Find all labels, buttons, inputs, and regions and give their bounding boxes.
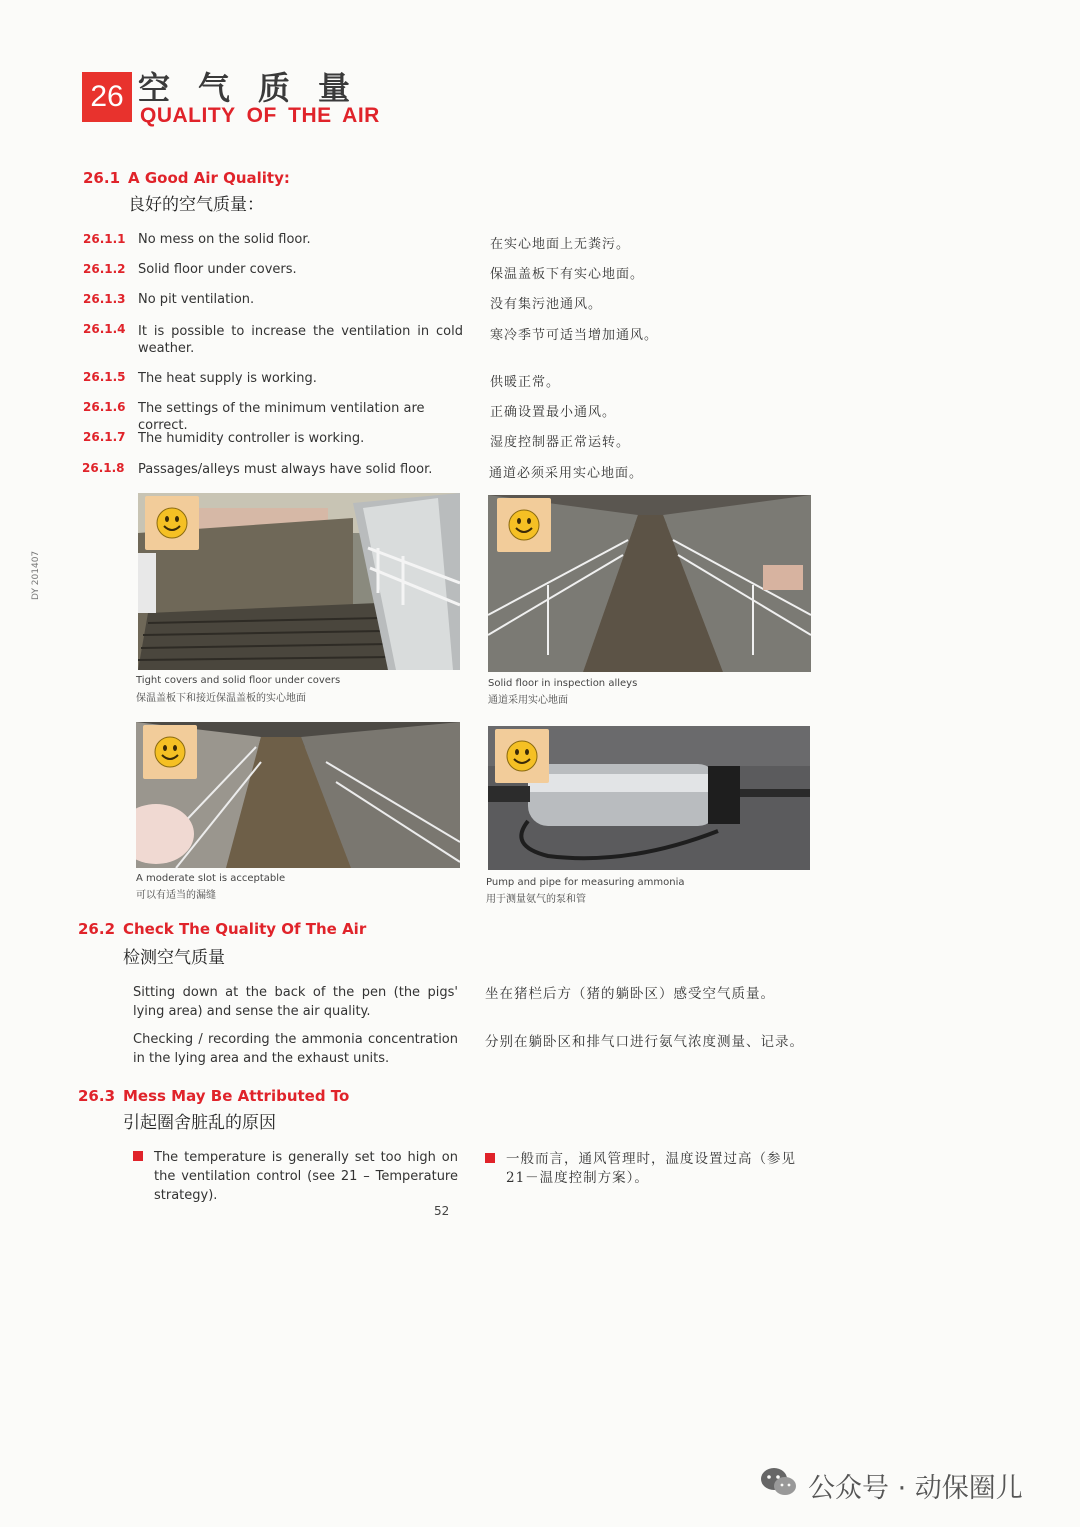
photo-covers-solid-floor	[138, 493, 460, 670]
photo4-caption-en: Pump and pipe for measuring ammonia	[486, 877, 685, 888]
bullet-square	[485, 1153, 495, 1163]
side-code: DY 201407	[31, 550, 41, 600]
section3-number: 26.3	[78, 1087, 116, 1105]
section2-para1-en: Sitting down at the back of the pen (the pigs' lying area) and sense the air quality.	[133, 985, 458, 1019]
section1-title-cn: 良好的空气质量：	[128, 195, 264, 215]
watermark-text: 公众号 · 动保圈儿	[808, 1473, 1023, 1504]
section3-title-en: Mess May Be Attributed To	[123, 1087, 350, 1105]
item-text-en: It is possible to increase the ventilation in cold weather.	[138, 324, 463, 356]
item-number: 26.1.4	[83, 322, 126, 336]
section2-number: 26.2	[78, 920, 116, 938]
photo2-caption-cn: 通道采用实心地面	[488, 695, 568, 706]
item-number: 26.1.6	[83, 400, 126, 414]
item-text-en: No pit ventilation.	[138, 292, 255, 307]
item-number: 26.1.1	[83, 232, 126, 246]
smiley-face-icon	[143, 725, 197, 779]
photo3-caption-en: A moderate slot is acceptable	[136, 873, 286, 884]
section2-para2-en: Checking / recording the ammonia concentration in the lying area and the exhaust units.	[133, 1032, 458, 1066]
chapter-title-en: QUALITY OF THE AIR	[140, 104, 380, 127]
item-text-cn: 在实心地面上无粪污。	[490, 237, 631, 252]
item-number: 26.1.5	[83, 370, 126, 384]
photo4-caption-cn: 用于测量氨气的泵和管	[486, 894, 586, 905]
section2-para1-cn: 坐在猪栏后方（猪的躺卧区）感受空气质量。	[485, 986, 775, 1002]
section1-title-en: A Good Air Quality:	[128, 169, 290, 187]
photo-inspection-alley	[488, 495, 811, 672]
photo-ammonia-pump	[488, 726, 810, 870]
wechat-icon	[760, 1466, 798, 1505]
smiley-face-icon	[495, 729, 549, 783]
item-number: 26.1.3	[83, 292, 126, 306]
section3-bullet1-cn: 一般而言，通风管理时，温度设置过高（参见 21－温度控制方案）。	[506, 1151, 796, 1186]
section2-para2-cn: 分别在躺卧区和排气口进行氨气浓度测量、记录。	[485, 1034, 804, 1050]
photo1-caption-cn: 保温盖板下和接近保温盖板的实心地面	[136, 693, 306, 704]
item-number: 26.1.8	[82, 461, 125, 475]
item-text-en: The humidity controller is working.	[138, 431, 365, 446]
item-text-cn: 通道必须采用实心地面。	[489, 466, 644, 481]
bullet-square	[133, 1151, 143, 1161]
item-text-en: The settings of the minimum ventilation are correct.	[138, 401, 425, 433]
smiley-face-icon	[497, 498, 551, 552]
page-number: 52	[434, 1204, 450, 1218]
section2-title-en: Check The Quality Of The Air	[123, 920, 367, 938]
section1-number: 26.1	[83, 169, 121, 187]
chapter-title-cn: 空气质量	[138, 69, 379, 107]
photo1-caption-en: Tight covers and solid floor under covers	[136, 675, 341, 686]
item-text-en: The heat supply is working.	[138, 371, 317, 386]
item-text-cn: 供暖正常。	[490, 375, 561, 390]
photo2-caption-en: Solid floor in inspection alleys	[488, 678, 638, 689]
item-text-en: Solid floor under covers.	[138, 262, 297, 277]
smiley-face-icon	[145, 496, 199, 550]
wechat-watermark	[760, 1466, 1023, 1505]
item-text-en: No mess on the solid floor.	[138, 232, 311, 247]
item-text-cn: 湿度控制器正常运转。	[490, 435, 631, 450]
item-number: 26.1.7	[83, 430, 126, 444]
chapter-number-badge: 26	[82, 72, 132, 122]
section2-title-cn: 检测空气质量	[123, 948, 225, 968]
photo-moderate-slot	[136, 722, 460, 868]
item-text-cn: 寒冷季节可适当增加通风。	[490, 328, 659, 343]
item-number: 26.1.2	[83, 262, 126, 276]
item-text-cn: 正确设置最小通风。	[490, 405, 617, 420]
item-text-cn: 没有集污池通风。	[490, 297, 603, 312]
section3-title-cn: 引起圈舍脏乱的原因	[123, 1113, 276, 1133]
item-text-en: Passages/alleys must always have solid floor.	[138, 462, 433, 477]
item-text-cn: 保温盖板下有实心地面。	[490, 267, 645, 282]
section3-bullet1-en: The temperature is generally set too high on the ventilation control (see 21 – Temperature strategy).	[154, 1150, 458, 1203]
photo3-caption-cn: 可以有适当的漏缝	[136, 890, 216, 901]
